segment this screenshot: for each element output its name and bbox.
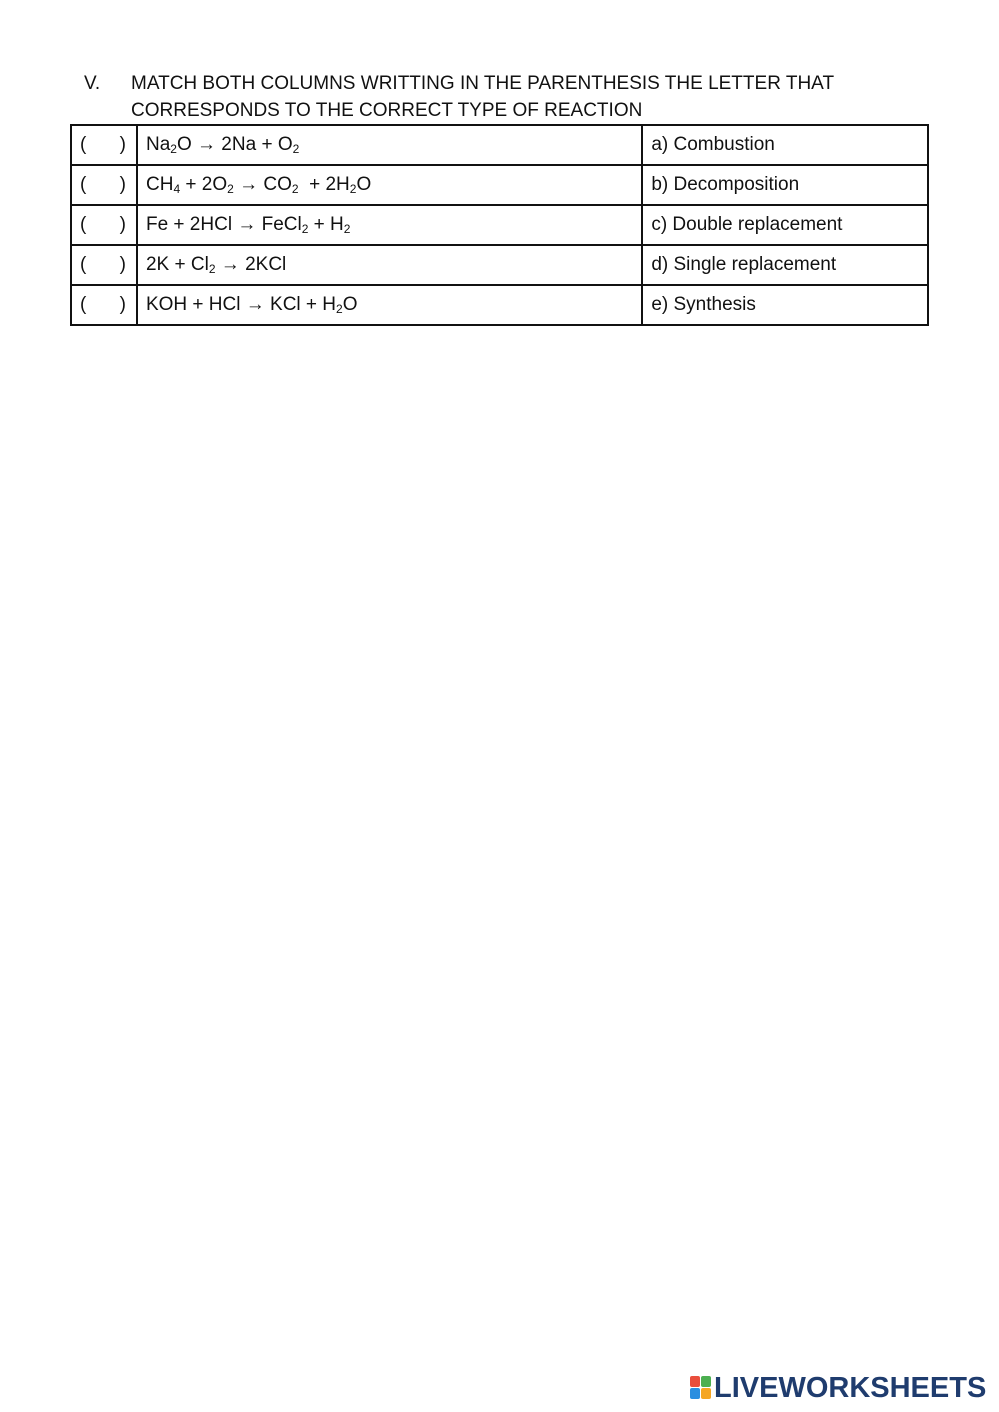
subscript: 2 [336,302,343,316]
section-number: V. [84,73,101,94]
equation-text: CH [145,174,174,195]
reaction-equation [137,285,642,325]
open-parenthesis: ( [80,134,87,155]
match-row [71,205,928,245]
logo-text: LIVEWORKSHEETS [714,1371,987,1404]
equation-text: + 2H [298,174,350,195]
equation-text: → CO [233,174,292,195]
reaction-equation [137,125,642,165]
liveworksheets-logo [690,1372,986,1404]
reaction-equation [137,165,642,205]
liveworksheets-logo-icon [690,1376,712,1400]
match-row [71,245,928,285]
match-row [71,125,928,165]
equation-text: → 2KCl [215,254,287,275]
subscript: 2 [301,222,309,236]
reaction-type: c) Double replacement [642,205,928,245]
equation-text: 2K + Cl [145,254,209,275]
equation-text: + H [308,214,344,235]
answer-blank[interactable] [71,125,137,165]
equation-text: KOH + HCl → KCl + H [145,294,337,315]
match-row [71,165,928,205]
subscript: 2 [349,182,357,196]
subscript: 2 [208,262,216,276]
reaction-equation [137,245,642,285]
reaction-type: d) Single replacement [642,245,928,285]
equation-text: O [356,174,372,195]
subscript: 2 [291,182,299,196]
subscript: 2 [227,182,234,196]
subscript: 2 [170,142,177,156]
match-row [71,285,928,325]
subscript: 4 [173,182,181,196]
reaction-equation [137,205,642,245]
matching-table [70,124,929,326]
equation-text: O [342,294,358,315]
close-parenthesis: ) [119,254,126,275]
close-parenthesis: ) [119,214,126,235]
close-parenthesis: ) [119,134,126,155]
equation-text: O → 2Na + O [176,134,293,155]
reaction-type: a) Combustion [642,125,928,165]
subscript: 2 [343,222,351,236]
answer-blank[interactable] [71,245,137,285]
close-parenthesis: ) [119,294,126,315]
reaction-type: b) Decomposition [642,165,928,205]
open-parenthesis: ( [80,214,87,235]
equation-text: Na [145,134,171,155]
instruction-text: MATCH BOTH COLUMNS WRITTING IN THE PARENTHESIS THE LETTER THAT CORRESPONDS TO THE CORRECT TYPE OF REACTION [131,73,834,121]
subscript: 2 [292,142,300,156]
open-parenthesis: ( [80,254,87,275]
reaction-type: e) Synthesis [642,285,928,325]
equation-text: + 2O [180,174,228,195]
close-parenthesis: ) [119,174,126,195]
open-parenthesis: ( [80,174,87,195]
open-parenthesis: ( [80,294,87,315]
answer-blank[interactable] [71,285,137,325]
answer-blank[interactable] [71,205,137,245]
equation-text: Fe + 2HCl → FeCl [145,214,302,235]
answer-blank[interactable] [71,165,137,205]
